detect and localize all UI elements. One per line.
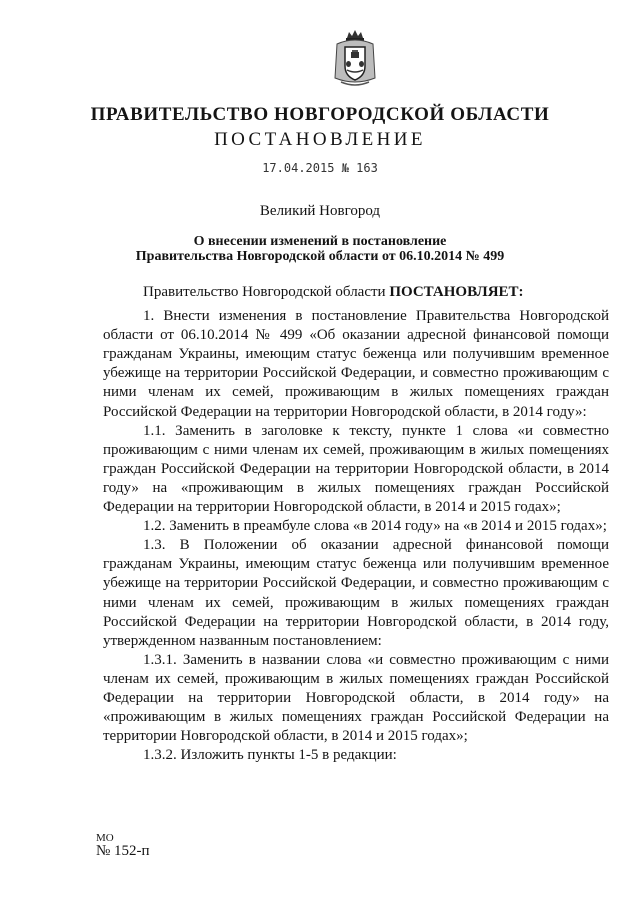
footer-registration-number: № 152-п xyxy=(96,843,150,859)
document-type: ПОСТАНОВЛЕНИЕ xyxy=(214,129,426,150)
city: Великий Новгород xyxy=(259,203,381,219)
document-body xyxy=(103,283,609,765)
decree-preamble xyxy=(103,283,609,302)
paragraph-1-3-2: 1.3.2. Изложить пункты 1-5 в редакции: xyxy=(143,747,397,764)
subject-line: О внесении изменений в постановление xyxy=(193,234,447,249)
paragraph-1: 1. Внести изменения в постановление Правительства Новгородской области от 06.10.2014 № 499 «Об оказании адресной финансовой помощи гражданам Украины, имеющим статус беженца или получившим временное убежище на территории Российской Федерации, и совместно проживающим с ними членам их семей, проживающим в жилых помещениях граждан Российской Федерации на территории Новгородской области, в 2014 году»: xyxy=(103,308,609,420)
preamble-text: Правительство Новгородской области xyxy=(143,284,390,300)
paragraph-1-3: 1.3. В Положении об оказании адресной финансовой помощи гражданам Украины, имеющим статус беженца или получившим временное убежище на территории Российской Федерации, и совместно проживающим с ними членам их семей, проживающим в жилых помещениях граждан Российской Федерации на территории Новгородской области, в 2014 году, утвержденном названным постановлением: xyxy=(103,537,609,649)
footer-mo-label: МО xyxy=(96,832,114,844)
subject-line: Правительства Новгородской области от 06.10.2014 № 499 xyxy=(135,249,505,264)
government-title: ПРАВИТЕЛЬСТВО НОВГОРОДСКОЙ ОБЛАСТИ xyxy=(90,104,550,125)
document-subject xyxy=(0,234,640,264)
preamble-keyword: ПОСТАНОВЛЯЕТ: xyxy=(389,284,524,300)
date-and-number: 17.04.2015 № 163 xyxy=(262,161,378,175)
paragraph-1-1: 1.1. Заменить в заголовке к тексту, пункте 1 слова «и совместно проживающим с ними членам их семей, проживающим в жилых помещениях граждан Российской Федерации на территории Новгородской области, в 2014 году» на «проживающим в жилых помещениях граждан Российской Федерации на территории Новгородской области, в 2014 и 2015 годах»; xyxy=(103,422,609,516)
paragraph-1-2: 1.2. Заменить в преамбуле слова «в 2014 году» на «в 2014 и 2015 годах»; xyxy=(143,518,607,535)
coat-of-arms-emblem xyxy=(331,28,379,88)
paragraph-1-3-1: 1.3.1. Заменить в названии слова «и совместно проживающим с ними членам их семей, проживающим в жилых помещениях граждан Российской Федерации на территории Новгородской области, в 2014 году» на «проживающим в жилых помещениях граждан Российской Федерации на территории Новгородской области, в 2014 и 2015 годах»; xyxy=(103,651,609,745)
